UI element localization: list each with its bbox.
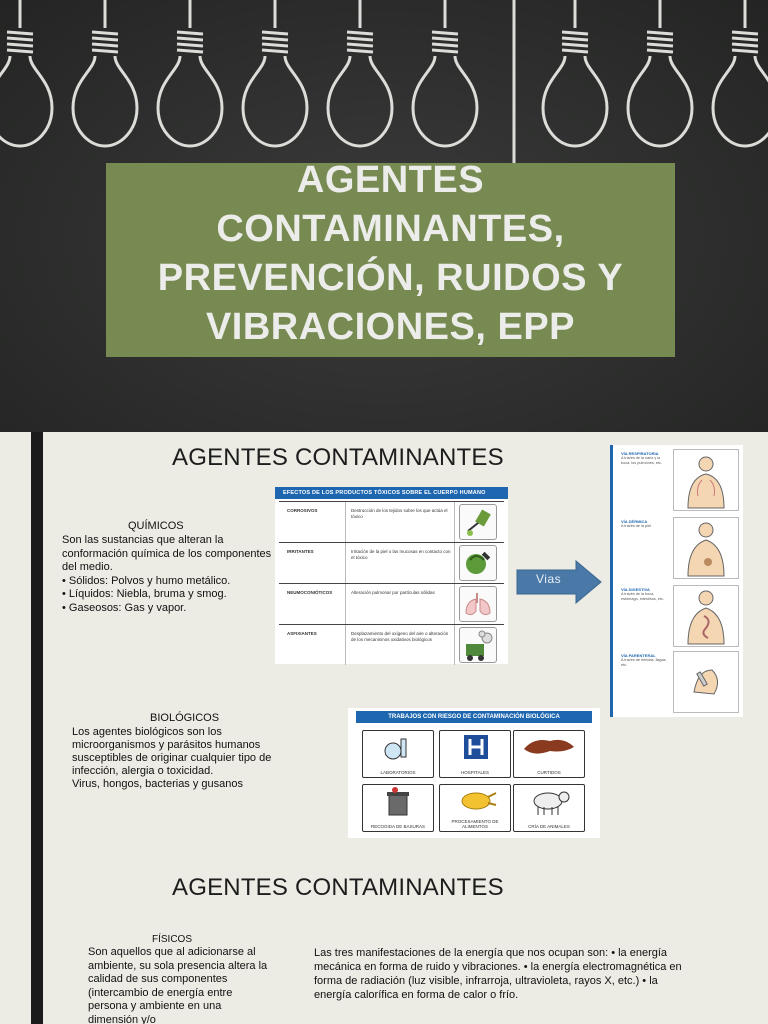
route-title: VÍA DÉRMICA	[621, 519, 648, 524]
corrosive-icon	[459, 504, 497, 540]
lightbulb-icon	[328, 0, 392, 146]
lightbulb-icon	[243, 0, 307, 146]
route-row	[621, 583, 739, 649]
effect-type: ASFIXIANTES	[287, 631, 317, 636]
vias-arrow	[516, 560, 602, 604]
agentes-fisicos-slide	[0, 864, 768, 1024]
title-slide	[0, 0, 768, 432]
bio-cell-animales	[513, 784, 585, 832]
asphyxiant-icon	[459, 627, 497, 663]
lightbulbs-illustration	[0, 0, 768, 170]
agentes-quimicos-biologicos-slide	[0, 432, 768, 864]
quimicos-title: QUÍMICOS	[128, 520, 184, 532]
fisicos-title: FÍSICOS	[152, 934, 193, 945]
bio-cell-hospitales	[439, 730, 511, 778]
effect-description: Alteración pulmonar por partículas sólidas	[351, 590, 435, 595]
figure-header: TRABAJOS CON RIESGO DE CONTAMINACIÓN BIOLÓGICA	[356, 711, 592, 723]
lungs-icon	[459, 586, 497, 622]
title-line: VIBRACIONES, EPP	[205, 306, 576, 348]
dermal-figure-icon	[673, 517, 739, 579]
bio-cell-label: RECOGIDA DE BASURAS	[370, 824, 425, 829]
route-row	[621, 649, 739, 715]
parenteral-figure-icon	[673, 651, 739, 713]
route-title: VÍA PARENTERAL	[621, 653, 656, 658]
energy-text: Las tres manifestaciones de la energía que nos ocupan son: • la energía mecánica en forma de ruido y vibraciones. • la energía electromagnética en forma de radiación (luz visible, infrarroja, ultravioleta, rayos X, etc.) • la energía calorífica en forma de calor o frío.	[314, 947, 682, 1001]
route-description: A través de la nariz y la boca, los pulmones, etc.	[621, 456, 662, 465]
slide-title	[158, 156, 623, 352]
effect-description: Desplazamiento del oxígeno del aire o alteración de los mecanismos oxidativos biológicos	[351, 631, 449, 642]
lightbulb-icon	[543, 0, 607, 146]
effect-description: Irritación de la piel o las mucosas en contacto con el tóxico	[351, 549, 451, 560]
biologicos-text	[72, 726, 282, 791]
quimicos-line: Son las sustancias que alteran la conformación química de los componentes del medio.	[62, 534, 272, 573]
biologicos-line: Los agentes biológicos son los microorganismos y parásitos humanos susceptibles de originar cualquier tipo de infección, alergia o toxicidad.	[72, 726, 272, 777]
biological-risk-figure	[348, 708, 600, 838]
quimicos-line: • Sólidos: Polvos y humo metálico.	[62, 574, 231, 587]
title-box	[106, 159, 675, 357]
left-accent-bar	[31, 864, 43, 1024]
exposure-routes-figure	[610, 445, 743, 717]
quimicos-line: • Gaseosos: Gas y vapor.	[62, 601, 187, 614]
route-description: A través de heridas, llagas, etc.	[621, 658, 667, 667]
toxic-effects-figure	[275, 487, 508, 664]
bio-cell-label: HOSPITALES	[461, 770, 489, 775]
fisicos-text: Son aquellos que al adicionarse al ambiente, su sola presencia altera la calidad de sus componentes (intercambio de energía entre persona y ambiente en una dimensión y/o	[88, 946, 268, 1024]
irritant-icon	[459, 545, 497, 581]
effects-row	[279, 501, 504, 542]
bio-cell-alimentos	[439, 784, 511, 832]
lightbulb-icon	[713, 0, 768, 146]
slide-heading: AGENTES CONTAMINANTES	[172, 444, 504, 471]
left-accent-bar	[31, 432, 43, 864]
bio-cell-basuras	[362, 784, 434, 832]
route-title: VÍA DIGESTIVA	[621, 587, 650, 592]
effect-type: IRRITANTES	[287, 549, 314, 554]
bio-cell-label: PROCESAMIENTO DE ALIMENTOS	[451, 819, 499, 829]
bio-cell-label: CRÍA DE ANIMALES	[528, 824, 570, 829]
effects-row	[279, 624, 504, 665]
effects-row	[279, 542, 504, 583]
quimicos-text	[62, 534, 272, 615]
title-line: AGENTES	[296, 159, 485, 201]
effect-type: CORROSIVOS	[287, 508, 318, 513]
effect-description: Destrucción de los tejidos sobre los que actúa el tóxico	[351, 508, 448, 519]
title-line: PREVENCIÓN, RUIDOS Y	[157, 257, 624, 299]
route-row	[621, 515, 739, 581]
lightbulb-icon	[158, 0, 222, 146]
bio-cell-laboratorios	[362, 730, 434, 778]
lightbulb-icon	[0, 0, 52, 146]
effects-row	[279, 583, 504, 624]
title-line: CONTAMINANTES,	[216, 208, 565, 250]
slide-heading: AGENTES CONTAMINANTES	[172, 874, 504, 901]
arrow-label: Vias	[536, 572, 562, 586]
route-description: A través de la piel	[621, 524, 651, 528]
bio-cell-label: CURTIDOS	[537, 770, 561, 775]
route-description: A través de la boca, estómago, intestinos, etc.	[621, 592, 665, 601]
lightbulb-icon	[413, 0, 477, 146]
digestive-figure-icon	[673, 585, 739, 647]
biologicos-title: BIOLÓGICOS	[150, 712, 220, 724]
lightbulb-icon	[73, 0, 137, 146]
lightbulb-icon	[628, 0, 692, 146]
effect-type: NEUMOCONIÓTICOS	[287, 590, 333, 595]
bio-cell-curtidos	[513, 730, 585, 778]
route-row	[621, 447, 739, 513]
quimicos-line: • Líquidos: Niebla, bruma y smog.	[62, 588, 227, 600]
respiratory-figure-icon	[673, 449, 739, 511]
route-title: VÍA RESPIRATORIA	[621, 451, 659, 456]
figure-header: EFECTOS DE LOS PRODUCTOS TÓXICOS SOBRE EL CUERPO HUMANO	[275, 487, 508, 499]
biologicos-line: Virus, hongos, bacterias y gusanos	[72, 778, 244, 790]
bio-cell-label: LABORATORIOS	[380, 770, 416, 775]
